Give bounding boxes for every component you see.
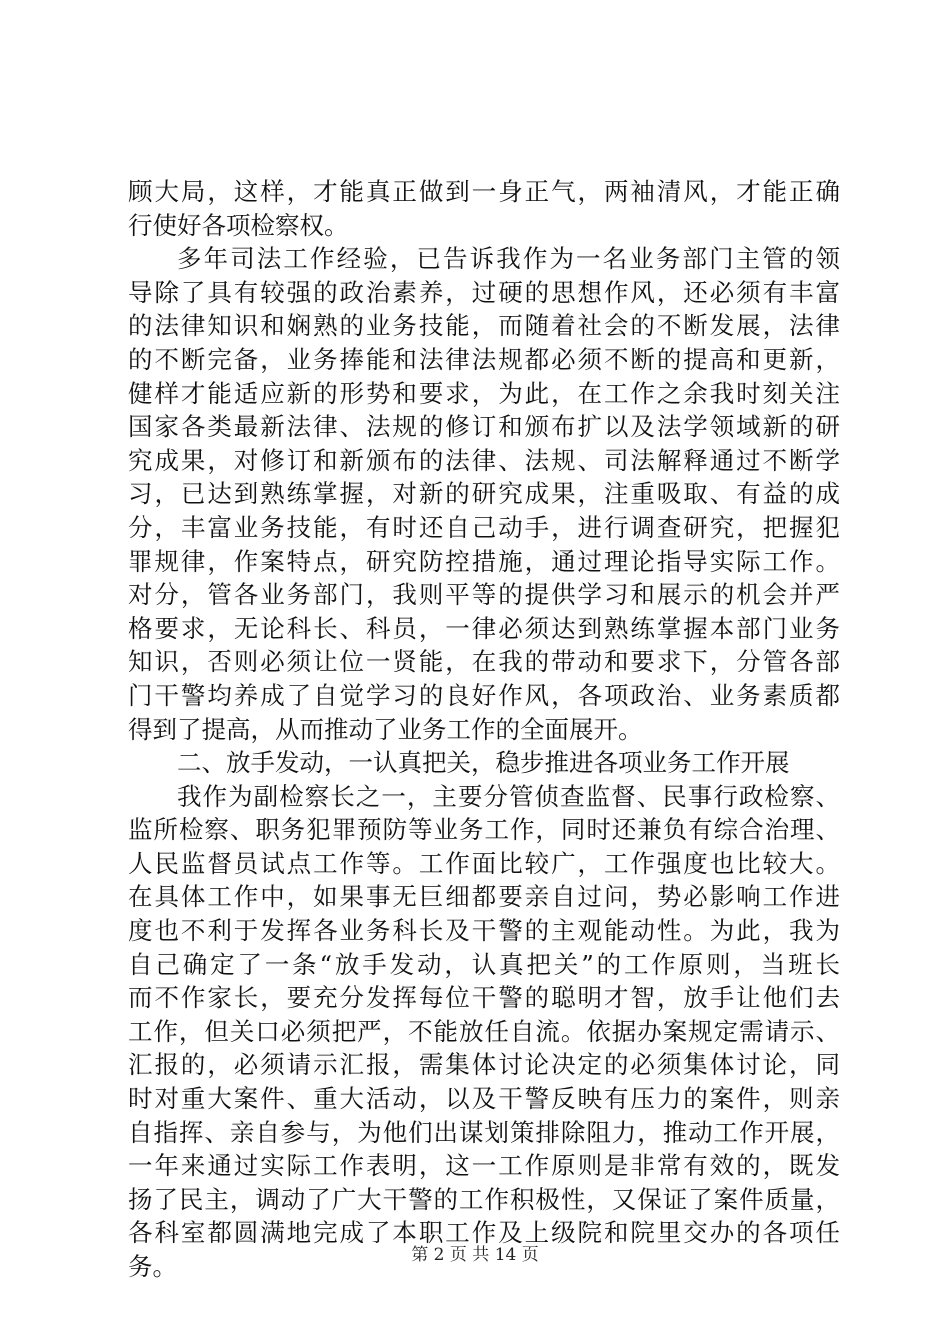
- text-line: 务。: [128, 1252, 177, 1281]
- text-line: 一年来通过实际工作表明，这一工作原则是非常有效的，既发: [128, 1151, 840, 1181]
- text-line: 在具体工作中，如果事无巨细都要亲自过问，势必影响工作进: [128, 882, 840, 912]
- text-line: 自己确定了一条“放手发动，认真把关”的工作原则，当班长: [128, 949, 840, 979]
- text-line: 行使好各项检察权。: [128, 210, 349, 240]
- text-line: 得到了提高，从而推动了业务工作的全面展开。: [128, 714, 643, 744]
- text-line: 而不作家长，要充分发挥每位干警的聪明才智，放手让他们去: [128, 983, 840, 1013]
- text-line: 人民监督员试点工作等。工作面比较广，工作强度也比较大。: [128, 848, 840, 878]
- text-line: 多年司法工作经验，已告诉我作为一名业务部门主管的领: [177, 244, 840, 274]
- text-line: 顾大局，这样，才能真正做到一身正气，两袖清风，才能正确: [128, 177, 840, 206]
- text-line: 各科室都圆满地完成了本职工作及上级院和院里交办的各项任: [128, 1218, 840, 1248]
- text-line: 自指挥、亲自参与，为他们出谋划策排除阻力，推动工作开展，: [128, 1117, 840, 1147]
- text-line: 罪规律，作案特点，研究防控措施，通过理论指导实际工作。: [128, 546, 840, 576]
- text-line: 汇报的，必须请示汇报，需集体讨论决定的必须集体讨论，同: [128, 1050, 840, 1080]
- text-line: 分，丰富业务技能，有时还自己动手，进行调查研究，把握犯: [128, 512, 840, 542]
- text-line: 格要求，无论科长、科员，一律必须达到熟练掌握本部门业务: [128, 613, 840, 643]
- section-heading: 二、放手发动，一认真把关，稳步推进各项业务工作开展: [177, 748, 790, 778]
- text-line: 时对重大案件、重大活动，以及干警反映有压力的案件，则亲: [128, 1084, 840, 1114]
- text-line: 门干警均养成了自觉学习的良好作风，各项政治、业务素质都: [128, 680, 840, 710]
- text-line: 监所检察、职务犯罪预防等业务工作，同时还兼负有综合治理、: [128, 815, 840, 845]
- text-line: 究成果，对修订和新颁布的法律、法规、司法解释通过不断学: [128, 445, 840, 475]
- document-body: [128, 175, 840, 1284]
- text-line: 我作为副检察长之一，主要分管侦查监督、民事行政检察、: [177, 781, 840, 811]
- text-line: 的不断完备，业务捧能和法律法规都必须不断的提高和更新，: [128, 344, 840, 374]
- text-line: 扬了民主，调动了广大干警的工作积极性，又保证了案件质量，: [128, 1184, 840, 1214]
- text-line: 知识，否则必须让位一贤能，在我的带动和要求下，分管各部: [128, 647, 840, 677]
- text-line: 导除了具有较强的政治素养，过硬的思想作风，还必须有丰富: [128, 277, 840, 307]
- text-line: 度也不利于发挥各业务科长及干警的主观能动性。为此，我为: [128, 916, 840, 946]
- text-line: 习，已达到熟练掌握，对新的研究成果，注重吸取、有益的成: [128, 479, 840, 509]
- text-line: 工作，但关口必须把严，不能放任自流。依据办案规定需请示、: [128, 1016, 840, 1046]
- page-number-footer: 第 2 页 共 14 页: [411, 1245, 539, 1265]
- text-line: 国家各类最新法律、法规的修订和颁布扩以及法学领域新的研: [128, 412, 840, 442]
- text-line: 对分，管各业务部门，我则平等的提供学习和展示的机会并严: [128, 580, 840, 610]
- text-line: 的法律知识和娴熟的业务技能，而随着社会的不断发展，法律: [128, 311, 840, 341]
- text-line: 健样才能适应新的形势和要求，为此，在工作之余我时刻关注: [128, 378, 840, 408]
